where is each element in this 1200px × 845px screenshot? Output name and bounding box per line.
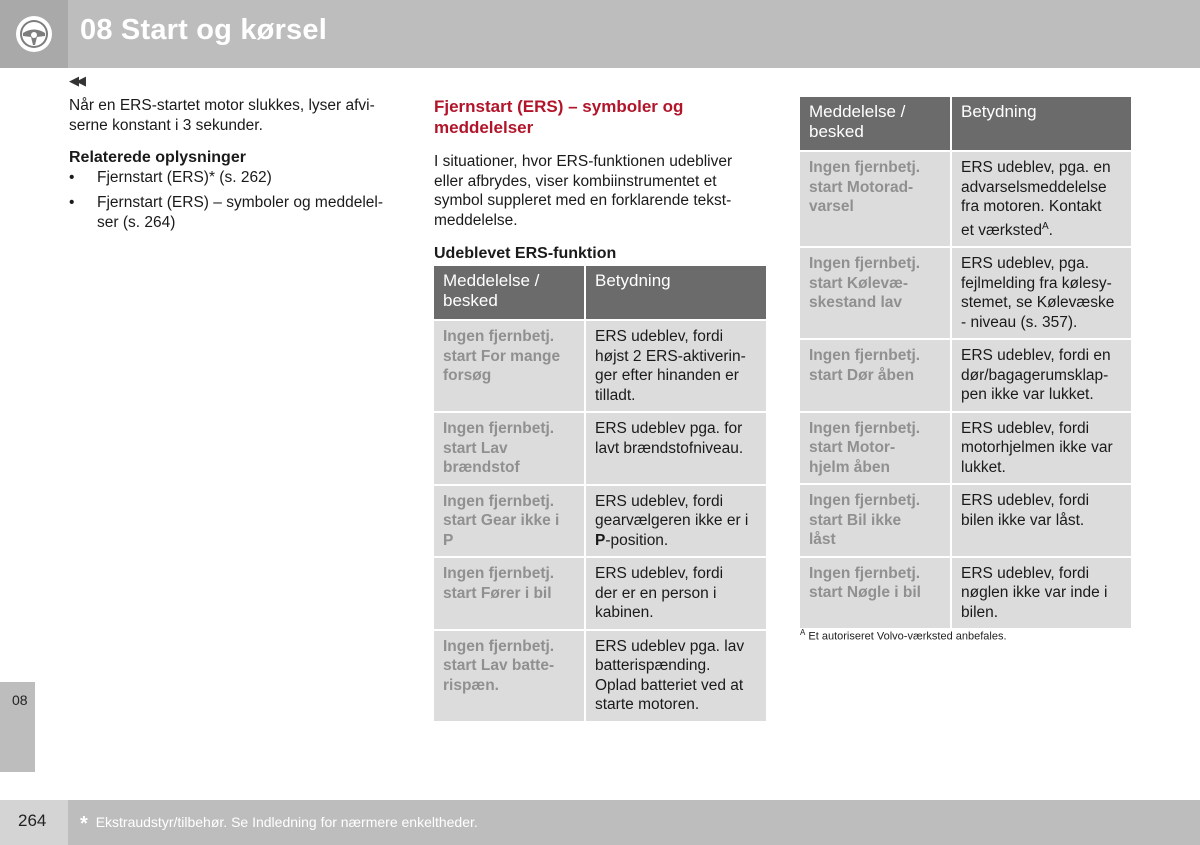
- meaning-line: advarselsmeddelelse: [961, 178, 1107, 196]
- meaning-line: gearvælgeren ikke er i: [595, 512, 749, 529]
- meaning-line: nøglen ikke var inde i: [961, 584, 1108, 602]
- table-subheading: Udeblevet ERS-funktion: [434, 245, 617, 262]
- column-header-message: [800, 97, 951, 151]
- page-footer: [68, 800, 1200, 845]
- message-line: Ingen fjernbetj.: [443, 328, 555, 345]
- meaning-cell: [951, 339, 1131, 412]
- meaning-line: ERS udeblev, fordi: [595, 492, 724, 510]
- related-link-text[interactable]: Fjernstart (ERS) – symboler og meddelel-: [97, 194, 383, 211]
- meaning-line: batterispænding.: [595, 657, 711, 674]
- meaning-cell: [585, 557, 766, 630]
- header-text: besked: [809, 122, 864, 141]
- meaning-line: ger efter hinanden er: [595, 367, 739, 384]
- footnote-text: Et autoriseret Volvo-værksted anbefales.: [808, 630, 1007, 643]
- meaning-line: ERS udeblev, fordi: [961, 564, 1090, 582]
- table-row: [800, 247, 1131, 339]
- header-text: Meddelelse /: [809, 102, 906, 121]
- message-line: brændstof: [443, 459, 520, 476]
- meaning-line: ERS udeblev pga. lav: [595, 637, 745, 655]
- message-cell: [800, 151, 951, 247]
- page-number-box: [0, 800, 68, 845]
- meaning-cell: [585, 412, 766, 485]
- footer-note: [80, 813, 478, 836]
- message-line: start Fører i bil: [443, 584, 552, 602]
- header-text: Meddelelse /: [443, 271, 540, 290]
- message-line: forsøg: [443, 367, 492, 384]
- meaning-line: Oplad batteriet ved at: [595, 676, 744, 694]
- message-line: start For mange: [443, 347, 561, 365]
- bullet-icon: •: [69, 168, 75, 186]
- section-title-line: meddelelser: [434, 118, 534, 137]
- meaning-line: der er en person i: [595, 584, 717, 602]
- message-cell: [434, 485, 585, 558]
- table-footnote: [800, 628, 1007, 643]
- message-cell: [800, 484, 951, 557]
- footnote-marker: A: [800, 628, 806, 637]
- meaning-line: tilladt.: [595, 386, 636, 404]
- message-line: start Nøgle i bil: [809, 584, 921, 602]
- left-column: [69, 96, 394, 232]
- meaning-line: ERS udeblev, pga. en: [961, 159, 1111, 176]
- meaning-line: ERS udeblev, fordi: [961, 419, 1090, 437]
- ers-messages-table-1: [434, 266, 766, 723]
- table-row: [434, 485, 766, 558]
- intro-line: eller afbrydes, viser kombiinstrumentet et: [434, 172, 717, 190]
- meaning-line: ERS udeblev pga. for: [595, 420, 743, 437]
- message-cell: [800, 412, 951, 485]
- meaning-cell: [585, 485, 766, 558]
- intro-line: I situationer, hvor ERS-funktionen udebliver: [434, 153, 733, 170]
- middle-column: [434, 96, 766, 264]
- meaning-line: bilen ikke var låst.: [961, 511, 1085, 529]
- messages-table: [800, 97, 1131, 630]
- meaning-cell: [951, 484, 1131, 557]
- message-line: Ingen fjernbetj.: [809, 419, 921, 437]
- related-info-heading: Relaterede oplysninger: [69, 149, 246, 166]
- meaning-line: ERS udeblev, fordi: [595, 328, 724, 345]
- table-row: [434, 630, 766, 722]
- meaning-line: stemet, se Kølevæske: [961, 294, 1115, 312]
- table-row: [800, 412, 1131, 485]
- chapter-title: 08 Start og kørsel: [80, 14, 327, 46]
- related-link-text[interactable]: ser (s. 264): [97, 213, 176, 231]
- message-line: start Dør åben: [809, 366, 915, 384]
- message-cell: [434, 320, 585, 412]
- message-line: skestand lav: [809, 294, 903, 312]
- meaning-cell: [585, 630, 766, 722]
- meaning-line: et værksted: [961, 221, 1042, 239]
- message-line: start Motor-: [809, 439, 896, 457]
- message-line: rispæn.: [443, 676, 499, 694]
- intro-line: meddelelse.: [434, 211, 518, 229]
- meaning-line: ERS udeblev, pga.: [961, 255, 1090, 273]
- message-line: Ingen fjernbetj.: [443, 637, 555, 655]
- message-cell: [434, 630, 585, 722]
- table-row: [434, 557, 766, 630]
- message-line: P: [443, 531, 454, 549]
- meaning-line: lukket.: [961, 458, 1006, 476]
- message-line: Ingen fjernbetj.: [809, 347, 921, 365]
- header-text: besked: [443, 291, 498, 310]
- meaning-line: -position.: [605, 531, 669, 549]
- column-header-message: [434, 266, 585, 320]
- ers-stop-text-line: Når en ERS-startet motor slukkes, lyser afvi-: [69, 97, 375, 114]
- message-line: start Lav batte-: [443, 657, 555, 674]
- continued-from-previous-icon: ◀◀: [69, 73, 83, 88]
- footer-note-text: Ekstraudstyr/tilbehør. Se Indledning for nærmere enkeltheder.: [95, 814, 478, 830]
- message-line: Ingen fjernbetj.: [809, 564, 921, 582]
- message-cell: [800, 339, 951, 412]
- message-line: start Motorad-: [809, 178, 914, 196]
- message-line: låst: [809, 531, 836, 549]
- table-row: [800, 151, 1131, 247]
- related-link-item[interactable]: [69, 193, 394, 232]
- meaning-cell: [951, 557, 1131, 630]
- meaning-cell: [951, 247, 1131, 339]
- meaning-line: - niveau (s. 357).: [961, 313, 1078, 331]
- meaning-cell: [951, 151, 1131, 247]
- message-cell: [800, 247, 951, 339]
- chapter-side-tab[interactable]: [0, 682, 35, 772]
- message-line: Ingen fjernbetj.: [443, 420, 555, 437]
- section-title-line: Fjernstart (ERS) – symboler og: [434, 97, 684, 116]
- table-header-row: [434, 266, 766, 320]
- message-line: Ingen fjernbetj.: [809, 255, 921, 273]
- section-intro: [434, 152, 766, 230]
- message-line: Ingen fjernbetj.: [443, 492, 555, 510]
- steering-wheel-icon: [14, 14, 54, 54]
- message-cell: [800, 557, 951, 630]
- ers-stop-text: [69, 96, 394, 135]
- meaning-line: .: [1048, 221, 1053, 239]
- messages-table: [434, 266, 766, 723]
- meaning-line: fra motoren. Kontakt: [961, 198, 1102, 215]
- message-line: start Lav: [443, 439, 508, 457]
- chapter-tab-label: 08: [12, 692, 28, 708]
- bullet-icon: •: [69, 194, 75, 211]
- column-header-meaning: Betydning: [951, 97, 1131, 151]
- meaning-line: ERS udeblev, fordi: [595, 565, 724, 582]
- meaning-line: motorhjelmen ikke var: [961, 439, 1113, 457]
- meaning-cell: [585, 320, 766, 412]
- ers-stop-text-line: serne konstant i 3 sekunder.: [69, 116, 263, 134]
- meaning-line: fejlmelding fra kølesy-: [961, 274, 1112, 292]
- page-number: 264: [18, 811, 47, 830]
- message-line: Ingen fjernbetj.: [443, 565, 555, 582]
- table-header-row: [800, 97, 1131, 151]
- message-line: start Bil ikke: [809, 511, 902, 529]
- meaning-line: ERS udeblev, fordi: [961, 492, 1090, 510]
- meaning-line: kabinen.: [595, 604, 654, 621]
- message-line: Ingen fjernbetj.: [809, 159, 921, 176]
- meaning-line: dør/bagagerumsklap-: [961, 366, 1109, 384]
- meaning-cell: [951, 412, 1131, 485]
- message-line: Ingen fjernbetj.: [809, 492, 921, 510]
- ers-messages-table-2: [800, 97, 1131, 630]
- column-header-meaning: Betydning: [585, 266, 766, 320]
- message-line: start Kølevæ-: [809, 274, 909, 292]
- gear-position-label: P: [595, 531, 606, 549]
- meaning-line: bilen.: [961, 603, 999, 621]
- meaning-line: pen ikke var lukket.: [961, 386, 1094, 404]
- table-row: [434, 320, 766, 412]
- page-header: [0, 0, 1200, 68]
- meaning-line: ERS udeblev, fordi en: [961, 347, 1111, 365]
- message-line: hjelm åben: [809, 458, 890, 476]
- message-cell: [434, 412, 585, 485]
- table-row: [800, 557, 1131, 630]
- message-line: start Gear ikke i: [443, 512, 560, 529]
- meaning-line: højst 2 ERS-aktiverin-: [595, 347, 746, 365]
- table-row: [434, 412, 766, 485]
- table-row: [800, 339, 1131, 412]
- message-cell: [434, 557, 585, 630]
- section-title: [434, 96, 766, 138]
- meaning-line: starte motoren.: [595, 696, 700, 713]
- meaning-line: lavt brændstofniveau.: [595, 439, 744, 457]
- chapter-icon-box: [0, 0, 68, 68]
- footnote-marker: A: [1041, 220, 1049, 232]
- asterisk-icon: *: [80, 813, 88, 835]
- intro-line: symbol suppleret med en forklarende tekst-: [434, 192, 732, 209]
- message-line: varsel: [809, 198, 854, 215]
- table-row: [800, 484, 1131, 557]
- related-link-item[interactable]: [69, 168, 394, 188]
- related-links-list: [69, 168, 394, 233]
- related-link-text[interactable]: Fjernstart (ERS)* (s. 262): [97, 168, 272, 186]
